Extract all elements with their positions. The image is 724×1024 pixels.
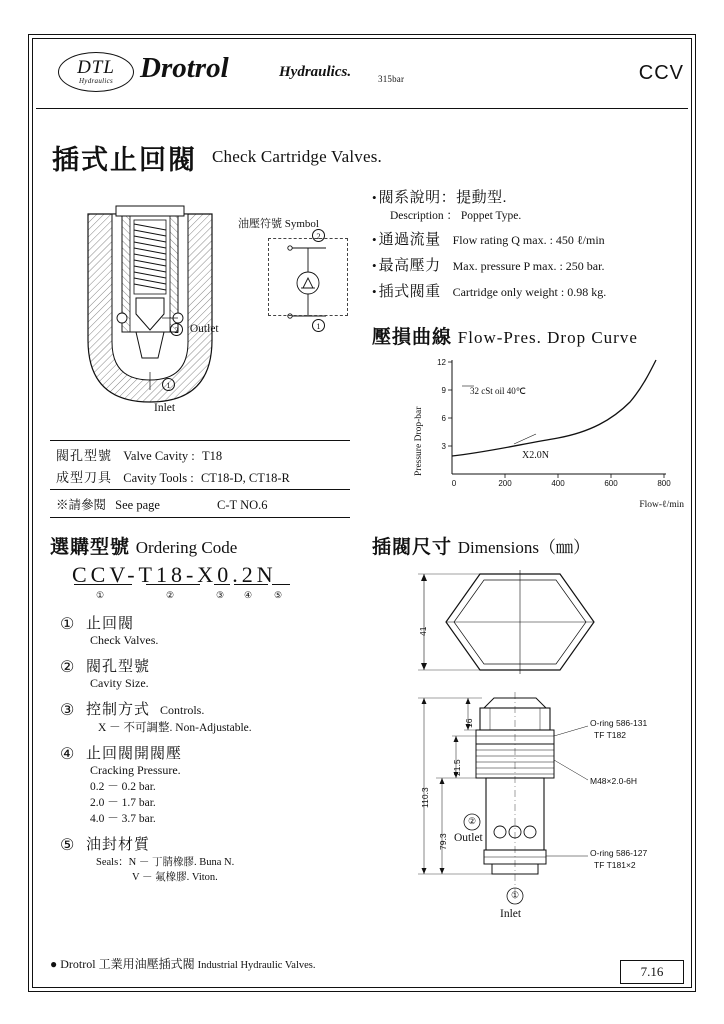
symbol-label: 油壓符號 Symbol: [238, 218, 319, 230]
item-3-heading: [86, 698, 360, 719]
page-title-en: Check Cartridge Valves.: [212, 147, 382, 166]
specification-list: [372, 186, 692, 306]
brand-subtitle: Hydraulics.: [279, 64, 352, 80]
item-2-cn: 閥孔型號: [86, 659, 151, 675]
item-2-en: Cavity Size.: [90, 676, 149, 690]
item-5-mark: ⑤: [60, 837, 75, 854]
item-1-mark: ①: [60, 616, 75, 633]
svg-text:6: 6: [441, 414, 446, 423]
chart-oil-note: 32 cSt oil 40℃: [470, 386, 526, 396]
spec-description-cn: 閥系說明：提動型.: [378, 190, 507, 206]
code-mark-2: ②: [166, 590, 175, 600]
svg-text:400: 400: [551, 479, 565, 488]
curve-section-title: [372, 322, 638, 349]
curve-title-en: Flow-Pres. Drop Curve: [457, 328, 638, 347]
chart-x-axis-label: Flow-ℓ/min: [639, 500, 684, 510]
item-4-mark: ④: [60, 746, 75, 763]
svg-text:12: 12: [437, 358, 446, 367]
chart-series-label: X2.0N: [522, 450, 549, 461]
brand-name: Drotrol: [140, 52, 229, 84]
item-1-cn: 止回閥: [86, 616, 135, 632]
dim-inlet-label: Inlet: [500, 908, 522, 920]
item-4-en: Cracking Pressure.: [90, 763, 181, 777]
ordering-item-3: [60, 698, 360, 735]
tf-upper-label: TF T182: [594, 730, 626, 740]
outlet-label-text: Outlet: [189, 323, 219, 336]
curve-title-cn: 壓損曲線: [372, 327, 453, 348]
dimensions-section-title: [372, 532, 590, 559]
spec-weight-cn: 插式閥重: [378, 284, 441, 300]
code-underline-3: [214, 584, 230, 585]
ordering-code: CCV-T18-X0.2N: [72, 562, 277, 587]
page-title-cn: 插式止回閥: [52, 145, 197, 175]
spec-row-pressure: [372, 254, 692, 275]
svg-text:3: 3: [441, 442, 446, 451]
item-2-mark: ②: [60, 659, 75, 676]
dim-lower-length: 79.3: [438, 833, 448, 850]
svg-text:600: 600: [604, 479, 618, 488]
cavity-table-bottom-rule: [50, 517, 350, 518]
dim-port-2: ②: [468, 816, 477, 826]
ordering-title-en: Ordering Code: [135, 538, 238, 557]
cavity-table: [50, 440, 350, 518]
symbol-port-1: 1: [312, 319, 325, 332]
dim-port-1: ①: [511, 890, 520, 900]
svg-text:200: 200: [498, 479, 512, 488]
dim-mid-length: 21.5: [452, 759, 462, 776]
item-5-line-2: V － 氟橡膠. Viton.: [132, 872, 218, 883]
see-page-value: C-T NO.6: [217, 498, 268, 512]
spec-row-weight: [372, 280, 692, 301]
dim-hex-width: 41: [418, 626, 428, 636]
spec-flow-en: Flow rating Q max. : 450 ℓ/min: [452, 233, 605, 247]
see-page-cn: ※請參閱: [56, 498, 107, 512]
spec-row-description: [372, 186, 692, 223]
spec-row-flow: [372, 228, 692, 249]
code-mark-1: ①: [96, 590, 105, 600]
ordering-item-5: [60, 833, 360, 884]
bullet-icon: •: [372, 258, 377, 273]
chart-svg: [418, 352, 680, 502]
code-underline-4: [234, 584, 268, 585]
tf-lower-label: TF T181×2: [594, 860, 636, 870]
footer-en: Industrial Hydraulic Valves.: [197, 960, 316, 971]
dtl-logo: [58, 52, 134, 92]
spec-flow-cn: 通過流量: [378, 232, 441, 248]
bullet-icon: •: [372, 232, 377, 247]
inlet-port-number-wrap: [162, 378, 175, 391]
chart-y-axis-label: Pressure Drop-bar: [414, 406, 424, 476]
flow-pressure-chart: [414, 352, 684, 510]
spec-pressure-en: Max. pressure P max. : 250 bar.: [452, 259, 605, 273]
svg-text:0: 0: [451, 479, 457, 488]
dim-total-length: 110.3: [420, 787, 430, 808]
cavity-row-valve: [50, 441, 350, 467]
ordering-item-2: [60, 655, 360, 691]
series-code: CCV: [638, 62, 684, 84]
svg-text:9: 9: [441, 386, 446, 395]
dimension-drawings: [372, 560, 692, 950]
ordering-explanation-list: [60, 612, 360, 891]
ordering-item-1: [60, 612, 360, 648]
header-divider: [36, 108, 688, 109]
cavity-label-en: Valve Cavity :: [123, 449, 195, 463]
dim-top-length: 16: [464, 718, 474, 728]
code-underline-1: [74, 584, 132, 585]
dimension-svg: [372, 560, 692, 950]
page-number: 7.16: [640, 964, 664, 979]
footer: [50, 955, 315, 972]
symbol-port-2: 2: [312, 229, 325, 242]
bullet-icon: •: [372, 284, 377, 299]
cavity-label-cn: 閥孔型號: [56, 448, 113, 463]
footer-bullet-icon: ●: [50, 957, 58, 971]
item-4-line-3: 4.0 － 3.7 bar.: [90, 813, 156, 825]
see-page-row: [50, 490, 350, 517]
item-1-en: Check Valves.: [90, 633, 159, 647]
spec-weight-en: Cartridge only weight : 0.98 kg.: [452, 285, 607, 299]
ordering-item-4: [60, 742, 360, 826]
cavity-value: T18: [202, 449, 223, 463]
code-mark-4: ④: [244, 590, 253, 600]
outlet-callout: [170, 323, 219, 336]
item-5-cn: 油封材質: [86, 837, 151, 853]
inlet-label-text: Inlet: [154, 402, 176, 414]
ordering-code-marks: [72, 590, 352, 606]
item-3-line-1: X － 不可調整. Non-Adjustable.: [98, 722, 252, 734]
item-4-line-1: 0.2 － 0.2 bar.: [90, 781, 156, 793]
ordering-title-cn: 選購型號: [50, 537, 131, 558]
symbol-box: [268, 238, 348, 316]
item-4-cn: 止回閥開閥壓: [86, 746, 183, 762]
footer-cn: Drotrol 工業用油壓插式閥: [60, 957, 195, 971]
code-underline-5: [272, 584, 290, 585]
dimensions-title-en: Dimensions（㎜）: [457, 538, 590, 557]
code-mark-3: ③: [216, 590, 225, 600]
item-5-line-1: Seals：N － 丁腈橡膠. Buna N.: [96, 857, 235, 868]
document-header: [36, 48, 688, 106]
spec-description-en: Description ： Poppet Type.: [390, 210, 522, 222]
item-3-cn: 控制方式: [86, 702, 151, 718]
item-4-line-2: 2.0 － 1.7 bar.: [90, 797, 156, 809]
cavity-row-tools: [50, 467, 350, 489]
inlet-port-number: 1: [162, 378, 175, 391]
item-3-mark: ③: [60, 702, 75, 719]
page-number-box: [620, 960, 684, 984]
tools-label-en: Cavity Tools :: [123, 471, 194, 485]
tools-value: CT18-D, CT18-R: [200, 471, 290, 485]
logo-text: DTL: [77, 57, 115, 78]
oring-lower-label: O-ring 586-127: [590, 848, 648, 858]
thread-label: M48×2.0-6H: [590, 776, 638, 786]
cutaway-drawing: [50, 190, 360, 440]
dim-outlet-label: Outlet: [454, 832, 483, 844]
spec-pressure-cn: 最高壓力: [378, 258, 441, 274]
bullet-icon: •: [372, 190, 377, 205]
see-page-en: See page: [115, 498, 160, 512]
logo-subtext: Hydraulics: [78, 77, 114, 85]
pressure-tag: 315bar: [378, 74, 405, 84]
code-underline-2: [146, 584, 200, 585]
svg-text:800: 800: [657, 479, 671, 488]
oring-upper-label: O-ring 586-131: [590, 718, 648, 728]
item-3-en: Controls.: [160, 703, 205, 717]
tools-label-cn: 成型刀具: [56, 470, 113, 485]
outlet-port-number: 2: [170, 323, 183, 336]
ordering-section-title: [50, 532, 237, 559]
dimensions-title-cn: 插閥尺寸: [372, 537, 453, 558]
code-mark-5: ⑤: [274, 590, 283, 600]
